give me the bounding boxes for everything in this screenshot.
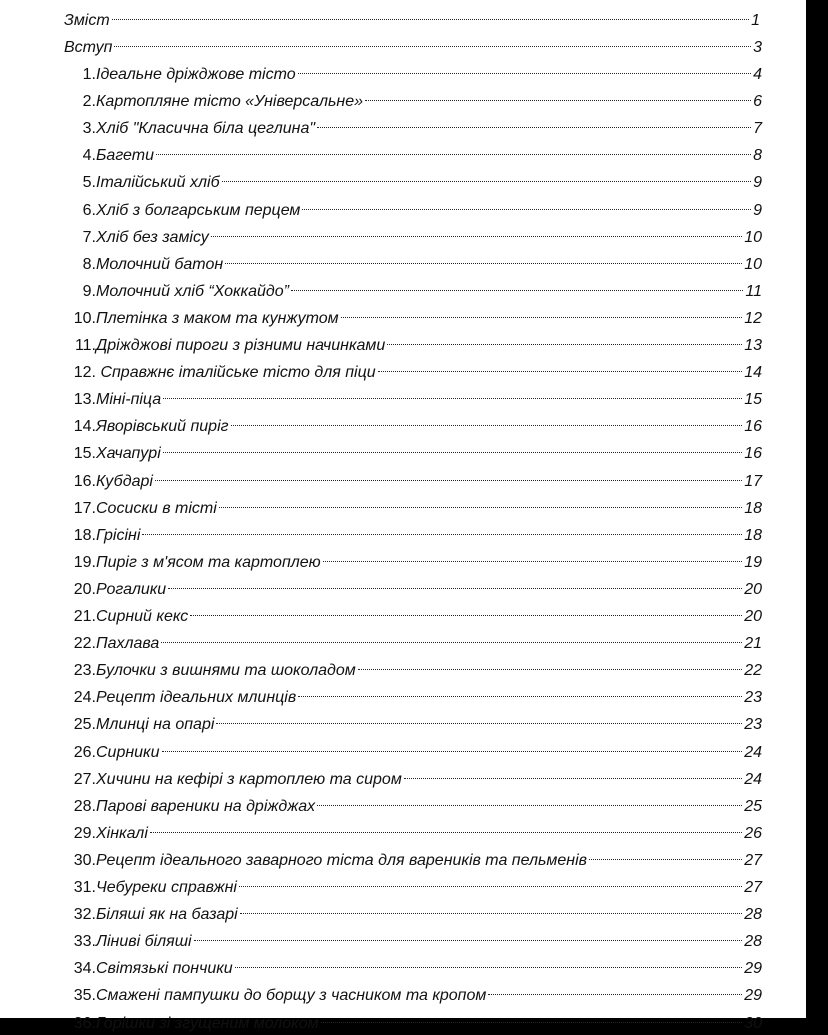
- toc-entry-page: 20: [744, 580, 762, 598]
- toc-entry-page: 19: [744, 553, 762, 571]
- toc-entry-number: 35.: [73, 987, 96, 1005]
- toc-entry-title: Молочний батон: [96, 255, 224, 273]
- toc-entry-title: Хінкалі: [96, 824, 148, 842]
- toc-entry-title: Світязькі пончики: [96, 960, 233, 978]
- toc-entry-page: 15: [744, 391, 762, 409]
- dot-leader: [317, 789, 742, 811]
- toc-entry[interactable]: [66, 301, 762, 327]
- toc-entry[interactable]: [66, 735, 762, 761]
- toc-entry[interactable]: [66, 762, 762, 788]
- toc-entry[interactable]: [66, 138, 762, 165]
- toc-entry-number: 20.: [73, 580, 96, 598]
- toc-entry-page: 27: [744, 851, 762, 869]
- toc-entry-number: 14.: [73, 418, 96, 436]
- toc-entry[interactable]: [66, 789, 762, 815]
- toc-entry-title: Хачапурі: [96, 445, 161, 463]
- dot-leader: [378, 355, 743, 377]
- toc-entry[interactable]: [66, 978, 762, 1005]
- dot-leader: [323, 545, 743, 567]
- toc-entry-title: Яворівський пиріг: [96, 418, 229, 436]
- toc-entry-title: Булочки з вишнями та шоколадом: [96, 662, 356, 680]
- toc-entry-title: Справжнє італійське тісто для піци: [96, 364, 376, 382]
- dot-leader: [112, 3, 749, 25]
- toc-entry[interactable]: [66, 1006, 762, 1032]
- toc-entry[interactable]: [66, 599, 762, 625]
- toc-entry-page: 13: [744, 337, 762, 354]
- toc-entry-page: 30: [744, 1014, 762, 1032]
- toc-entry-number: 28.: [73, 797, 96, 815]
- toc-entry[interactable]: [66, 951, 762, 978]
- dot-leader: [163, 382, 742, 404]
- toc-entry[interactable]: [66, 897, 762, 924]
- toc-entry[interactable]: [66, 626, 762, 653]
- toc-entry[interactable]: [66, 843, 762, 869]
- toc-entry-number: 36.: [73, 1014, 96, 1032]
- toc-entry-page: 16: [744, 445, 762, 463]
- toc-entry-title: Грісіні: [96, 526, 141, 544]
- toc-entry-number: 31.: [73, 879, 96, 896]
- dot-leader: [114, 30, 751, 52]
- toc-entry[interactable]: [66, 436, 762, 463]
- toc-entry[interactable]: [66, 111, 762, 138]
- dot-leader: [321, 1006, 743, 1028]
- dot-leader: [291, 274, 743, 296]
- toc-entry[interactable]: [66, 680, 762, 707]
- toc-entry-title: Хліб "Класична біла цеглина": [96, 120, 316, 138]
- toc-entry-number: 30.: [73, 851, 96, 869]
- toc-entry-number: 34.: [73, 960, 96, 978]
- toc-entry-title: Ліниві біляші: [96, 933, 192, 951]
- toc-entry-number: 32.: [73, 906, 96, 924]
- toc-entry-page: 10: [744, 255, 762, 273]
- toc-entry-title: Сосиски в тісті: [96, 499, 217, 517]
- toc-entry-title: Рецепт ідеального заварного тіста для вареників та пельменів: [96, 851, 587, 869]
- toc-entry-page: 24: [744, 770, 762, 788]
- toc-entry-number: 4.: [82, 147, 96, 165]
- dot-leader: [161, 626, 742, 648]
- dot-leader: [298, 680, 742, 702]
- toc-entry-title: Рецепт ідеальних млинців: [96, 689, 297, 707]
- toc-entry-title: Горішки зі згущеним молоком: [96, 1014, 319, 1032]
- toc-entry[interactable]: [66, 653, 762, 680]
- dot-leader: [488, 978, 742, 1000]
- dot-leader: [150, 816, 742, 838]
- toc-entry-number: 11.: [74, 337, 96, 354]
- toc-entry[interactable]: [66, 382, 762, 409]
- dot-leader: [225, 247, 742, 269]
- dot-leader: [358, 653, 742, 675]
- dot-leader: [162, 735, 743, 757]
- toc-entry-title: Плетінка з маком та кунжутом: [96, 309, 339, 327]
- toc-entry-page: 26: [744, 824, 762, 842]
- toc-entry-page: 24: [744, 743, 762, 761]
- toc-entry-number: 13.: [73, 391, 96, 409]
- toc-entry-page: 1: [751, 12, 760, 29]
- toc-entry[interactable]: [66, 518, 762, 544]
- dot-leader: [163, 436, 742, 458]
- toc-entry-number: 7.: [82, 228, 96, 246]
- toc-entry-title: Чебуреки справжні: [96, 879, 237, 896]
- toc-entry-page: 3: [753, 39, 762, 56]
- toc-entry-title: Смажені пампушки до борщу з часником та кропом: [96, 987, 487, 1005]
- toc-entry[interactable]: [66, 57, 762, 83]
- toc-entry-title: Кубдарі: [96, 472, 153, 490]
- dot-leader: [190, 599, 742, 621]
- toc-entry-page: 23: [744, 716, 762, 734]
- toc-entry-title: Вступ: [64, 39, 113, 56]
- dot-leader: [231, 409, 743, 431]
- toc-entry-number: 24.: [73, 689, 96, 707]
- toc-entry[interactable]: [66, 84, 762, 111]
- toc-entry-contents[interactable]: [64, 3, 760, 29]
- toc-entry-number: 26.: [73, 743, 96, 761]
- toc-entry-page: 21: [744, 635, 762, 653]
- toc-entry-title: Хичини на кефірі з картоплею та сиром: [96, 770, 402, 788]
- dot-leader: [589, 843, 742, 865]
- dot-leader: [235, 951, 743, 973]
- toc-entry-number: 23.: [73, 662, 96, 680]
- toc-entry-number: 18.: [73, 526, 96, 544]
- toc-entry-title: Дріжджові пироги з різними начинками: [96, 337, 386, 354]
- toc-entry-number: 22.: [73, 635, 96, 653]
- toc-entry-page: 4: [753, 66, 762, 83]
- toc-entry[interactable]: [66, 220, 762, 246]
- toc-entry-title: Ідеальне дріжджове тісто: [96, 66, 296, 83]
- dot-leader: [365, 84, 751, 106]
- toc-entry-title: Пиріг з м'ясом та картоплею: [96, 553, 321, 571]
- toc-entry-page: 17: [744, 472, 762, 490]
- dot-leader: [156, 138, 751, 160]
- toc-entry-title: Сирний кекс: [96, 608, 189, 625]
- dot-leader: [302, 193, 751, 215]
- toc-entry-number: 12.: [73, 364, 96, 382]
- toc-entry-title: Пахлава: [96, 635, 160, 653]
- toc-entry-page: 8: [753, 147, 762, 165]
- toc-entry-page: 28: [744, 906, 762, 924]
- toc-entry-title: Парові вареники на дріжджах: [96, 797, 316, 815]
- dot-leader: [239, 870, 742, 892]
- toc-entry-title: Біляші як на базарі: [96, 906, 238, 924]
- toc-entry-number: 19.: [73, 553, 96, 571]
- toc-entry-title: Молочний хліб “Хоккайдо”: [96, 282, 289, 300]
- toc-entry-number: 6.: [82, 201, 96, 219]
- toc-entry-title: Рогалики: [96, 580, 167, 598]
- toc-entry-page: 9: [753, 174, 762, 192]
- toc-entry[interactable]: [66, 870, 762, 896]
- toc-entry-page: 18: [744, 499, 762, 517]
- toc-entry[interactable]: [66, 707, 762, 734]
- dot-leader: [341, 301, 743, 323]
- toc-entry-page: 16: [744, 418, 762, 436]
- toc-entry[interactable]: [66, 572, 762, 598]
- dot-leader: [387, 328, 742, 350]
- toc-entry-number: 27.: [73, 770, 96, 788]
- dot-leader: [240, 897, 743, 919]
- toc-entry-number: 33.: [73, 933, 96, 951]
- toc-entry-page: 18: [744, 526, 762, 544]
- toc-entry-number: 15.: [73, 445, 96, 463]
- toc-entry[interactable]: [66, 355, 762, 382]
- toc-entry[interactable]: [66, 274, 762, 300]
- toc-entry[interactable]: [66, 545, 762, 571]
- toc-entry[interactable]: [66, 924, 762, 951]
- toc-entry-number: 5.: [82, 174, 96, 192]
- toc-entry-number: 10.: [73, 309, 96, 327]
- toc-entry[interactable]: [66, 816, 762, 842]
- toc-entry-page: 27: [744, 879, 762, 896]
- toc-entry-number: 3.: [82, 120, 96, 138]
- dot-leader: [317, 111, 751, 133]
- toc-entry-number: 25.: [73, 716, 96, 734]
- toc-entry-title: Багети: [96, 147, 154, 165]
- toc-entry-intro[interactable]: [64, 30, 762, 56]
- toc-entry-page: 6: [753, 93, 762, 111]
- dot-leader: [298, 57, 751, 79]
- toc-entry-page: 20: [744, 608, 762, 625]
- dot-leader: [211, 220, 742, 242]
- toc-entry[interactable]: [66, 409, 762, 436]
- toc-entry-title: Сирники: [96, 743, 160, 761]
- dot-leader: [194, 924, 743, 946]
- toc-entry-page: 10: [744, 228, 762, 246]
- dot-leader: [216, 707, 742, 729]
- toc-entry-page: 7: [753, 120, 762, 138]
- toc-entry[interactable]: [66, 328, 762, 354]
- dot-leader: [155, 464, 742, 486]
- toc-entry-title: Зміст: [64, 12, 110, 29]
- dot-leader: [168, 572, 742, 594]
- toc-entry[interactable]: [66, 165, 762, 192]
- toc-entry-page: 25: [744, 797, 762, 815]
- toc-entry-number: 8.: [82, 255, 96, 273]
- toc-entry-title: Млинці на опарі: [96, 716, 215, 734]
- toc-entry[interactable]: [66, 247, 762, 273]
- toc-entry-page: 29: [744, 987, 762, 1005]
- toc-entry-number: 2.: [82, 93, 96, 111]
- toc-entry-page: 11: [745, 282, 762, 300]
- dot-leader: [404, 762, 742, 784]
- toc-entry-page: 14: [744, 364, 762, 382]
- dot-leader: [222, 165, 752, 187]
- toc-entry-title: Міні-піца: [96, 391, 162, 409]
- dot-leader: [142, 518, 742, 540]
- toc-entry-page: 22: [744, 662, 762, 680]
- toc-entry-number: 1.: [82, 66, 96, 83]
- toc-entry-page: 29: [744, 960, 762, 978]
- toc-entry[interactable]: [66, 491, 762, 517]
- toc-entry-number: 21.: [73, 608, 96, 625]
- dot-leader: [219, 491, 742, 513]
- toc-entry-title: Італійський хліб: [96, 174, 220, 192]
- toc-entry-number: 9.: [82, 282, 96, 300]
- toc-entry[interactable]: [66, 464, 762, 490]
- toc-entry-page: 9: [753, 201, 762, 219]
- toc-entry-number: 17.: [73, 499, 96, 517]
- toc-entry-number: 29.: [73, 824, 96, 842]
- toc-entry-title: Хліб без замісу: [96, 228, 209, 246]
- toc-entry-page: 23: [744, 689, 762, 707]
- toc-entry-title: Хліб з болгарським перцем: [96, 201, 301, 219]
- toc-entry-number: 16.: [73, 472, 96, 490]
- toc-entry-title: Картопляне тісто «Універсальне»: [96, 93, 364, 111]
- toc-entry[interactable]: [66, 193, 762, 219]
- toc-entry-page: 12: [744, 309, 762, 327]
- toc-entry-page: 28: [744, 933, 762, 951]
